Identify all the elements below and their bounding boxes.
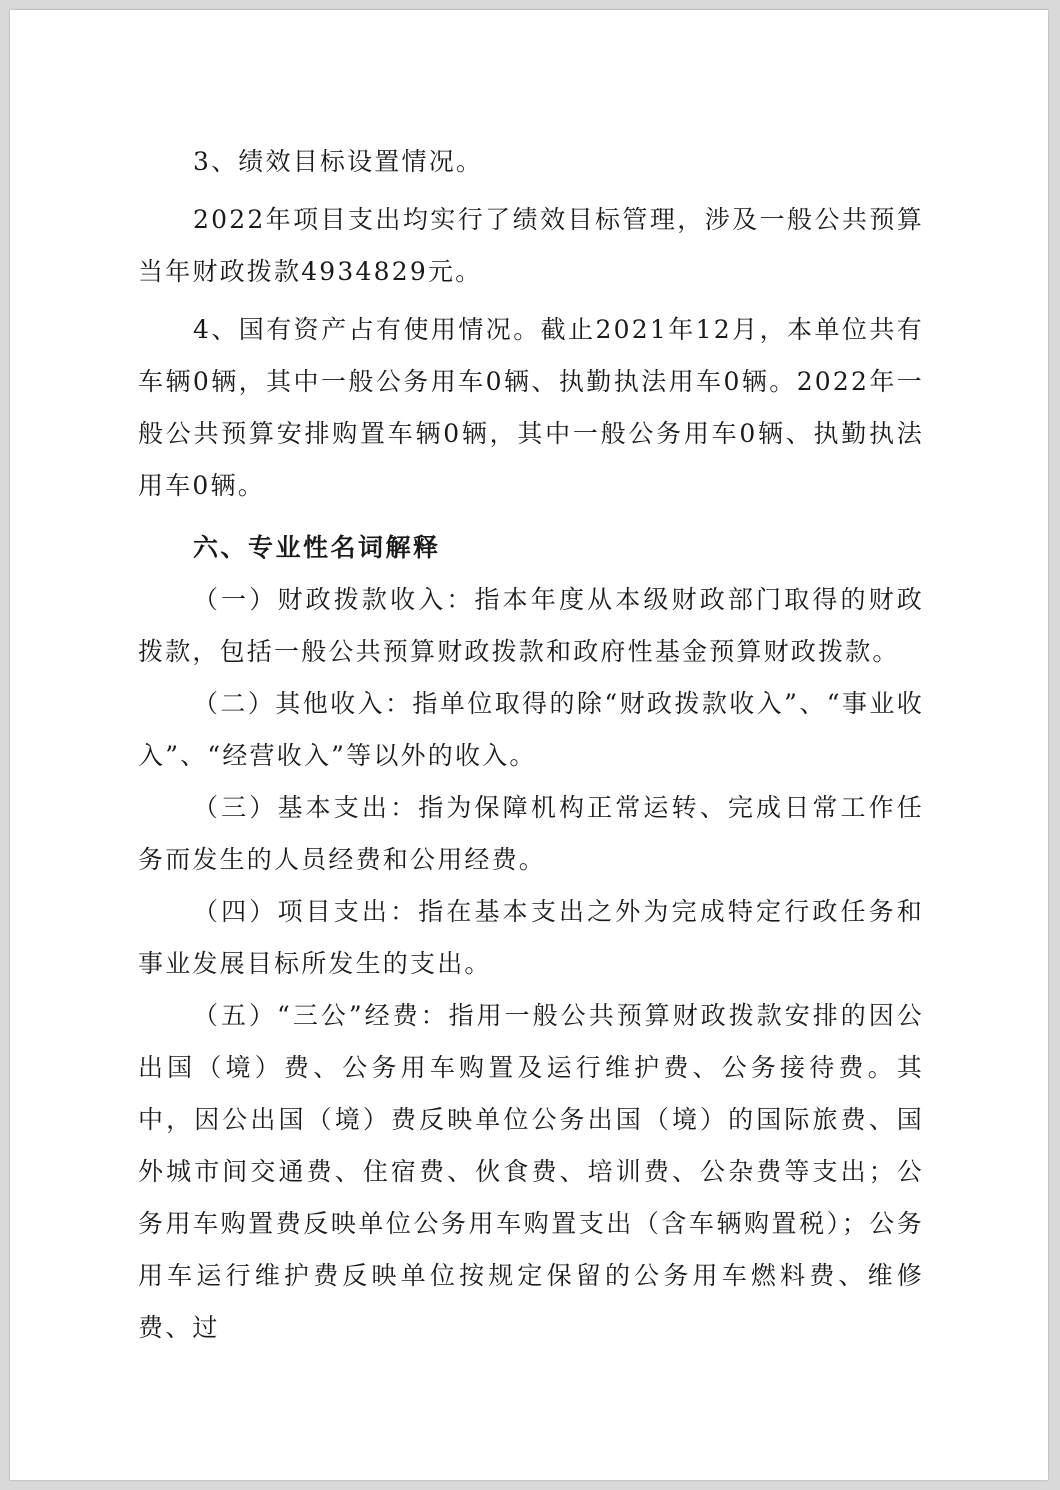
definition-fiscal-appropriation-income: （一）财政拨款收入：指本年度从本级财政部门取得的财政拨款，包括一般公共预算财政拨款和政府性基金预算财政拨款。 <box>138 585 924 666</box>
definition-basic-expenditure: （三）基本支出：指为保障机构正常运转、完成日常工作任务而发生的人员经费和公用经费。 <box>138 793 924 874</box>
definition-three-public-expenses: （五）“三公”经费：指用一般公共预算财政拨款安排的因公出国（境）费、公务用车购置及运行维护费、公务接待费。其中，因公出国（境）费反映单位公务出国（境）的国际旅费、国外城市间交通费、住宿费、伙食费、培训费、公杂费等支出；公务用车购置费反映单位公务用车购置支出（含车辆购置税）；公务用车运行维护费反映单位按规定保留的公务用车燃料费、维修费、过 <box>138 1001 924 1342</box>
definition-other-income: （二）其他收入：指单位取得的除“财政拨款收入”、“事业收入”、“经营收入”等以外的收入。 <box>138 689 924 770</box>
document-body <box>138 136 924 1354</box>
document-page <box>10 10 1048 1480</box>
paragraph-performance-targets: 3、绩效目标设置情况。 <box>193 147 484 176</box>
paragraph-state-assets: 4、国有资产占有使用情况。截止2021年12月，本单位共有车辆0辆，其中一般公务用车0辆、执勤执法用车0辆。2022年一般公共预算安排购置车辆0辆，其中一般公务用车0辆、执勤执法用车0辆。 <box>138 315 924 500</box>
paragraph-performance-management: 2022年项目支出均实行了绩效目标管理，涉及一般公共预算当年财政拨款4934829元。 <box>138 205 924 286</box>
definition-project-expenditure: （四）项目支出：指在基本支出之外为完成特定行政任务和事业发展目标所发生的支出。 <box>138 897 924 978</box>
section-heading: 六、专业性名词解释 <box>193 533 441 562</box>
